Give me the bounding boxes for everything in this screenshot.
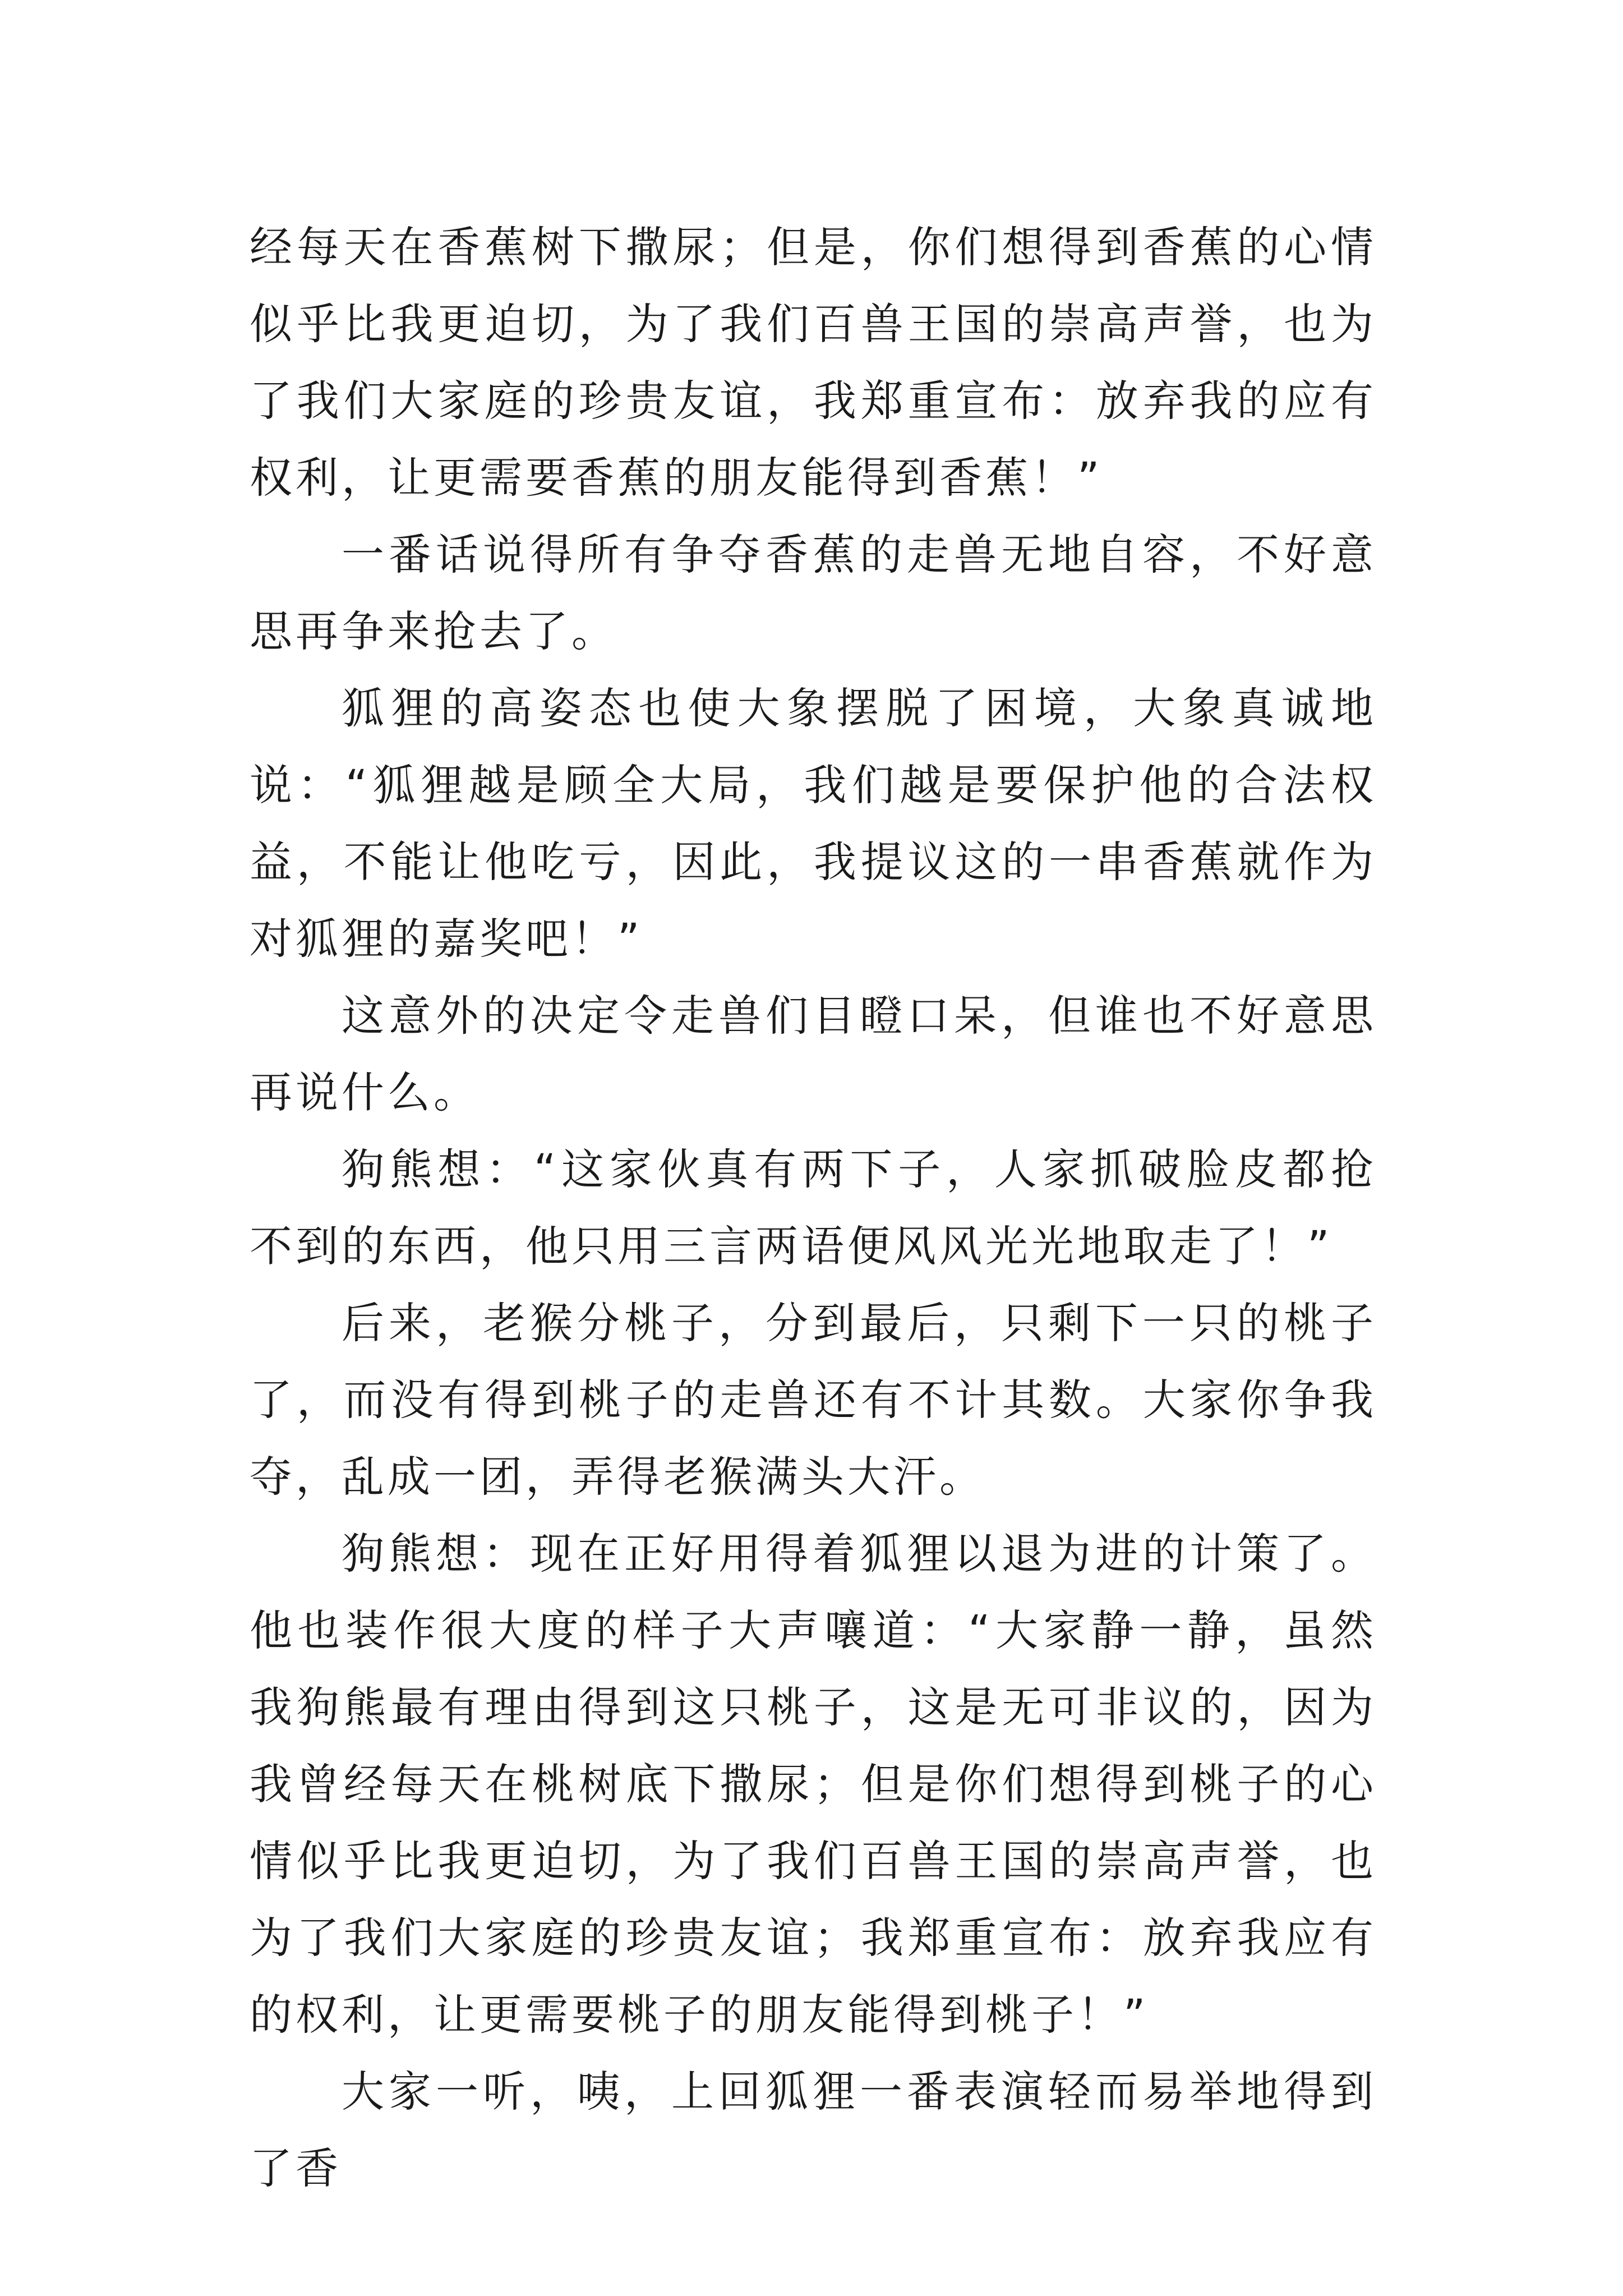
paragraph-7: 狗熊想：现在正好用得着狐狸以退为进的计策了。他也装作很大度的样子大声嚷道：“大家静一静，虽然我狗熊最有理由得到这只桃子，这是无可非议的，因为我曾经每天在桃树底下撒尿；但是你们想得到桃子的心情似乎比我更迫切，为了我们百兽王国的崇高声誉，也为了我们大家庭的珍贵友谊；我郑重宣布：放弃我应有的权利，让更需要桃子的朋友能得到桃子！” — [250, 1529, 1377, 2040]
body-text — [250, 209, 1377, 2207]
paragraph-3: 狐狸的高姿态也使大象摆脱了困境，大象真诚地说：“狐狸越是顾全大局，我们越是要保护他的合法权益，不能让他吃亏，因此，我提议这的一串香蕉就作为对狐狸的嘉奖吧！” — [250, 683, 1377, 964]
paragraph-1: 经每天在香蕉树下撒尿；但是，你们想得到香蕉的心情似乎比我更迫切，为了我们百兽王国的崇高声誉，也为了我们大家庭的珍贵友谊，我郑重宣布：放弃我的应有权利，让更需要香蕉的朋友能得到香蕉！” — [250, 222, 1377, 503]
paragraph-2: 一番话说得所有争夺香蕉的走兽无地自容，不好意思再争来抢去了。 — [250, 530, 1377, 656]
paragraph-6: 后来，老猴分桃子，分到最后，只剩下一只的桃子了，而没有得到桃子的走兽还有不计其数。大家你争我夺，乱成一团，弄得老猴满头大汗。 — [250, 1298, 1377, 1502]
paragraph-8: 大家一听，咦，上回狐狸一番表演轻而易举地得到了香 — [250, 2067, 1377, 2193]
paragraph-5: 狗熊想：“这家伙真有两下子，人家抓破脸皮都抢不到的东西，他只用三言两语便风风光光地取走了！” — [250, 1144, 1377, 1271]
paragraph-4: 这意外的决定令走兽们目瞪口呆，但谁也不好意思再说什么。 — [250, 991, 1377, 1117]
